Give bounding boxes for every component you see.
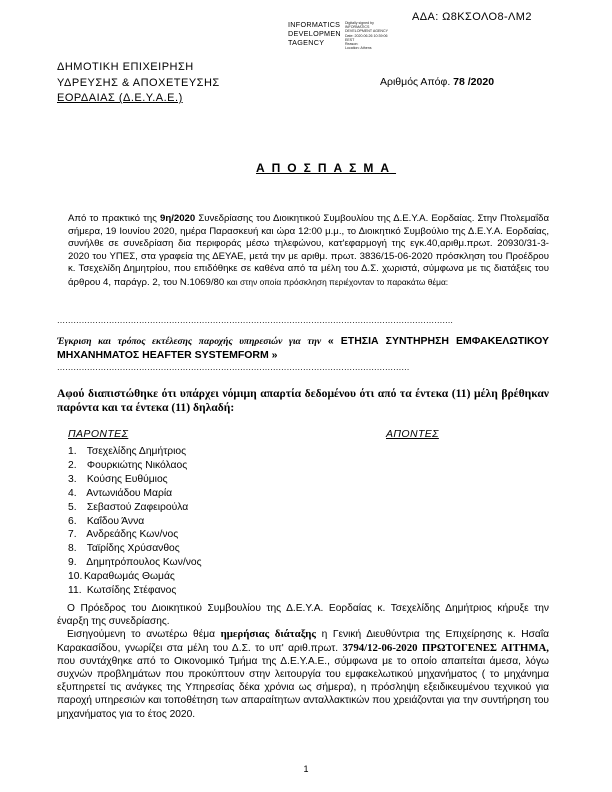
intro-pre: Από το πρακτικό της [68,213,160,224]
member-number: 5. [68,501,77,513]
stamp-fine-line: Digitally signed by [344,21,374,25]
member-number: 7. [68,529,77,541]
opening-text: Ο Πρόεδρος του Διοικητικού Συμβουλίου της Δ.Ε.Υ.Α. Εορδαίας κ. Τσεχελίδης Δημήτριος κήρυξε την έναρξη της συνεδρίασης. [57,603,549,628]
list-item [68,515,202,529]
member-name: Καΐδου Άννα [86,515,145,527]
present-members-list [68,445,202,598]
list-item [68,528,202,542]
member-number: 9. [68,557,77,569]
member-name: Σεβαστού Ζαφειρούλα [86,501,189,513]
dotted-separator: ………………………………………………………………………………………………………………………………. [57,316,453,325]
member-number: 8. [68,543,77,555]
member-number: 1. [68,446,77,457]
member-number: 11. [68,585,82,597]
stamp-line: INFORMATICS [288,20,341,29]
member-number: 6. [68,515,77,527]
document-title: ΑΠΟΣΠΑΣΜΑ [255,161,397,175]
stamp-fine-line: EEST [344,37,355,42]
member-number: 2. [68,459,77,471]
stamp-fine-line: DEVELOPMENT AGENCY [344,29,389,34]
member-name: Κούσης Ευθύμιος [86,473,168,485]
member-name: Ανδρεάδης Κων/νος [86,529,179,541]
list-item [68,501,202,515]
dotted-separator: ………………………………………………………………………………………………………………… [57,363,410,372]
proposal-text-c: η Γενική Διευθύντρια της Επιχείρησης κ. Ησαΐα Καρακασίδου, γνωρίζει στα μέλη του Δ.Σ. το υπ' αριθ.πρωτ. [57,629,549,654]
present-header: ΠΑΡΟΝΤΕΣ [68,428,129,440]
intro-paragraph [68,213,549,290]
stamp-fine-line: Reason: [344,42,359,47]
stamp-fine-line: Date: 2020.06.26 10:39:06 [344,33,388,38]
proposal-text-a: Εισηγούμενη το ανωτέρω θέμα [67,629,221,641]
digital-signature-stamp [288,20,388,50]
decision-number-value: 78 /2020 [453,76,495,88]
intro-main: Συνεδρίασης του Διοικητικού Συμβουλίου της Δ.Ε.Υ.Α. Εορδαίας. Στην Πτολεμαΐδα σήμερα, 19 Ιουνίου 2020, ημέρα Παρασκευή και ώρα 12:00 μ.μ., το Διοικητικό Συμβούλιο της Δ.Ε.Υ.Α. Εορδαίας, συνήλθε σε συνεδρίαση δια περιφοράς μέσω τηλεφώνου, κατ'εφαρμογή της εγκ.40,αριθμ.πρωτ. 20930/31-3-2020 του ΥΠΕΣ, στα γραφεία της ΔΕΥΑΕ, μετά την με αριθμ. πρωτ. 3836/15-06-2020 πρόσκληση του Προέδρου κ. Τσεχελίδη Δημητρίου, που επιδόθηκε σε καθένα από τα μέλη του Δ.Σ. χωριστά, σύμφωνα με τις διατάξεις του άρθρου 4, παράγρ. 2, του Ν.1069/80 [68,213,549,288]
list-item [68,556,202,570]
member-name: Καραθωμάς Θωμάς [84,571,175,583]
list-item [68,542,202,556]
org-line: ΔΗΜΟΤΙΚΗ ΕΠΙΧΕΙΡΗΣΗ [57,61,194,73]
member-number: 4. [68,487,77,499]
list-item [68,584,202,598]
proposal-text-e: που συντάχθηκε από το Οικονομικό Τμήμα της Δ.Ε.Υ.Α.Ε., σύμφωνα με το οποίο απαιτείται άμεσα, λόγω συχνών προβλημάτων που προκύπτουν στην λειτουργία του εμφακελωτικού μηχανήματος ( το μηχάνημα εξυπηρετεί τις ανάγκες της Υπηρεσίας δέκα χρόνια ως σήμερα), η πρόσληψη εξειδικευμένου τεχνικού για παροχή υπηρεσιών και τοποθέτηση των απαραίτητων ανταλλακτικών που χρειάζονται για την συντήρηση του μηχανήματος για το έτος 2020. [57,655,549,720]
subject-bold: « ΕΤΗΣΙΑ ΣΥΝΤΗΡΗΣΗ ΕΜΦΑΚΕΛΩΤΙΚΟΥ ΜΗΧΑΝΗΜΑΤΟΣ HEAFTER SYSTEMFORM » [57,335,550,361]
page-number: 1 [303,764,309,774]
member-name: Φουρκιώτης Νικόλαος [86,459,188,471]
agenda-emphasis: ημερήσιας διάταξης [220,628,316,641]
list-item [68,487,202,501]
opening-paragraph [57,602,549,628]
member-name: Ταϊρίδης Χρύσανθος [86,543,180,555]
subject-italic: Έγκριση και τρόπος εκτέλεσης παροχής υπηρεσιών για την [57,336,322,347]
member-name: Κωτσίδης Στέφανος [86,585,177,597]
proceedings-text [57,602,549,721]
request-reference: 3794/12-06-2020 ΠΡΩΤΟΓΕΝΕΣ ΑΙΤΗΜΑ, [342,641,550,654]
stamp-name [288,20,341,50]
stamp-details [345,21,388,50]
organization-header [57,60,220,107]
stamp-fine-line: INFORMATICS [344,25,370,30]
intro-tail: και στην οποία πρόσκληση περιέχονταν το παρακάτω θέμα: [226,276,449,287]
quorum-statement: Αφού διαπιστώθηκε ότι υπάρχει νόμιμη απαρτία δεδομένου ότι από τα έντεκα (11) μέλη βρέθηκαν παρόντα και τα έντεκα (11) δηλαδή: [57,387,549,414]
session-number: 9η/2020 [160,213,196,224]
member-number: 10. [68,571,83,583]
list-item [68,459,202,473]
stamp-fine-line: Location: Athens [344,46,372,51]
member-name: Αντωνιάδου Μαρία [86,487,173,499]
member-number: 3. [68,473,77,485]
list-item [68,445,202,459]
decision-number [380,76,494,88]
list-item [68,473,202,487]
list-item [68,570,202,584]
proposal-paragraph [57,628,549,720]
member-name: Δημητρόπουλος Κων/νος [86,557,202,569]
member-name: Τσεχελίδης Δημήτριος [86,446,187,457]
absent-header: ΑΠΟΝΤΕΣ [386,428,439,440]
decision-number-label: Αριθμός Απόφ. [380,76,451,88]
ada-code: ΑΔΑ: Ω8ΚΣΟΛΟ8-ΛΜ2 [412,11,532,23]
stamp-line: DEVELOPMEN [288,29,341,38]
subject-paragraph [57,335,549,362]
stamp-line: TAGENCY [288,38,325,47]
org-line: ΥΔΡΕΥΣΗΣ & ΑΠΟΧΕΤΕΥΣΗΣ [57,76,220,89]
org-line: ΕΟΡΔΑΙΑΣ (Δ.Ε.Υ.Α.Ε.) [57,92,183,104]
